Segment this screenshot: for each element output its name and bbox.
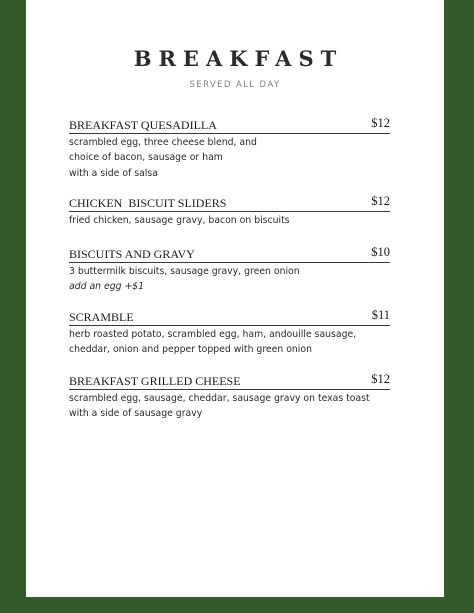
item-description <box>69 213 390 228</box>
item-divider <box>69 262 390 263</box>
item-description-line: herb roasted potato, scrambled egg, ham, andouille sausage, <box>69 329 357 340</box>
menu-page <box>26 0 444 597</box>
item-description-line: cheddar, onion and pepper topped with green onion <box>69 344 312 356</box>
item-description <box>69 135 390 181</box>
menu-item-scramble <box>69 310 390 358</box>
menu-item-breakfast-grilled-cheese <box>69 374 390 422</box>
item-price: $12 <box>371 194 390 208</box>
item-description-line: scrambled egg, three cheese blend, and <box>69 137 257 148</box>
item-description-line: fried chicken, sausage gravy, bacon on biscuits <box>69 215 290 226</box>
item-name: SCRAMBLE <box>69 310 134 324</box>
menu-item-breakfast-quesadilla <box>69 118 390 181</box>
item-description-line: with a side of sausage gravy <box>69 408 203 420</box>
item-description-line: choice of bacon, sausage or ham <box>69 152 223 164</box>
menu-item-chicken-biscuit-sliders <box>69 196 390 228</box>
item-description-line: scrambled egg, sausage, cheddar, sausage gravy on texas toast <box>69 393 370 404</box>
item-divider <box>69 211 390 212</box>
item-description <box>69 264 390 295</box>
item-divider <box>69 133 390 134</box>
item-add-on-note: add an egg +$1 <box>69 281 145 293</box>
item-price: $12 <box>371 116 390 130</box>
item-description <box>69 391 390 422</box>
item-price: $12 <box>371 372 390 386</box>
item-name: BREAKFAST QUESADILLA <box>69 118 217 132</box>
item-description <box>69 327 390 358</box>
item-price: $11 <box>371 308 390 322</box>
item-name: BISCUITS AND GRAVY <box>69 247 195 261</box>
item-description-line: 3 buttermilk biscuits, sausage gravy, green onion <box>69 266 300 277</box>
item-name: BREAKFAST GRILLED CHEESE <box>69 374 241 388</box>
item-description-line: with a side of salsa <box>69 167 158 179</box>
item-price: $10 <box>371 245 390 259</box>
menu-subtitle: SERVED ALL DAY <box>189 80 281 90</box>
menu-item-biscuits-and-gravy <box>69 247 390 295</box>
item-name: CHICKEN BISCUIT SLIDERS <box>69 196 227 210</box>
item-divider <box>69 389 390 390</box>
menu-title: BREAKFAST <box>133 46 344 71</box>
item-divider <box>69 325 390 326</box>
